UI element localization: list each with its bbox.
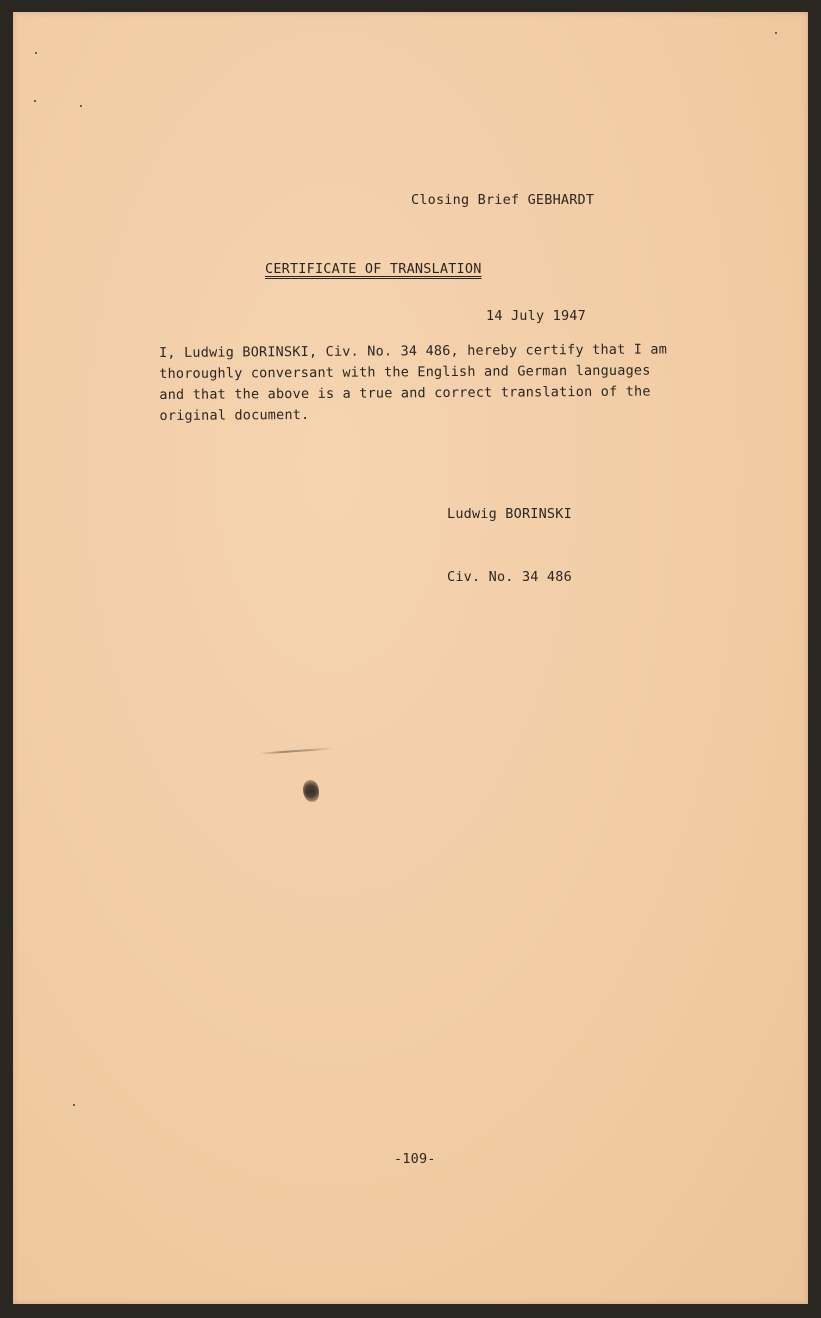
pencil-mark	[259, 747, 334, 754]
paper-speck	[34, 100, 36, 102]
page-number: -109-	[394, 1151, 436, 1167]
document-page	[13, 12, 808, 1304]
paper-speck	[35, 52, 37, 54]
header-reference: Closing Brief GEBHARDT	[411, 192, 595, 208]
signature-name: Ludwig BORINSKI	[447, 506, 572, 522]
certificate-title: CERTIFICATE OF TRANSLATION	[265, 261, 482, 277]
ink-smudge	[303, 780, 319, 802]
paper-speck	[775, 32, 777, 34]
paragraph-line-1: I, Ludwig BORINSKI, Civ. No. 34 486, hereby certify that I am	[159, 341, 668, 361]
signature-block	[447, 462, 572, 630]
paper-speck	[73, 1104, 75, 1106]
paragraph-line-3: and that the above is a true and correct translation of the	[159, 383, 651, 403]
certification-paragraph	[159, 339, 670, 427]
signature-civ-number: Civ. No. 34 486	[447, 569, 572, 585]
paragraph-line-4: original document.	[159, 406, 310, 424]
paragraph-line-2: thoroughly conversant with the English and German languages	[159, 362, 651, 382]
certificate-date: 14 July 1947	[486, 308, 586, 324]
paper-speck	[80, 105, 82, 107]
